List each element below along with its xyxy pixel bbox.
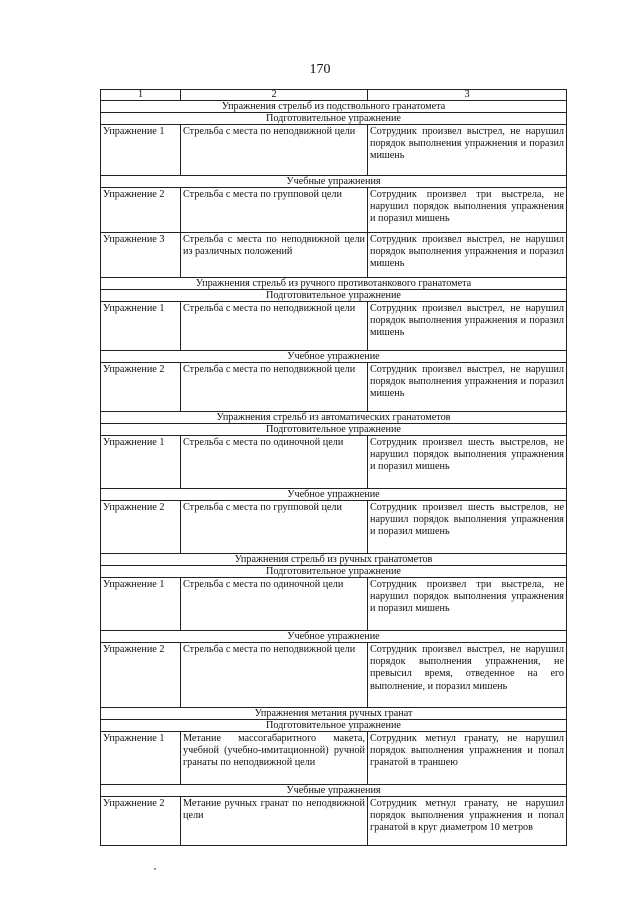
section-title: Учебное упражнение (101, 631, 567, 643)
section-row (101, 101, 567, 113)
section-row (101, 290, 567, 302)
section-title: Подготовительное упражнение (101, 566, 567, 578)
section-title: Подготовительное упражнение (101, 424, 567, 436)
exercise-task: Стрельба с места по групповой цели (181, 188, 368, 233)
section-row (101, 278, 567, 290)
exercise-name: Упражнение 1 (101, 302, 181, 351)
exercise-name: Упражнение 2 (101, 643, 181, 708)
section-title: Подготовительное упражнение (101, 290, 567, 302)
table-row (101, 732, 567, 785)
section-row (101, 631, 567, 643)
table-row (101, 125, 567, 176)
section-row (101, 785, 567, 797)
scan-speck (154, 868, 156, 870)
exercise-task: Метание массогабаритного макета, учебной (учебно-имитационной) ручной гранаты по неподвижной цели (181, 732, 368, 785)
section-row (101, 720, 567, 732)
exercise-name: Упражнение 3 (101, 233, 181, 278)
exercise-task: Стрельба с места по неподвижной цели (181, 363, 368, 412)
exercise-task: Стрельба с места по групповой цели (181, 501, 368, 554)
exercise-criteria: Сотрудник произвел три выстрела, не нарушил порядок выполнения упражнения и поразил мишень (368, 188, 567, 233)
exercise-task: Стрельба с места по неподвижной цели (181, 643, 368, 708)
exercise-task: Метание ручных гранат по неподвижной цели (181, 797, 368, 846)
section-row (101, 412, 567, 424)
table-row (101, 363, 567, 412)
section-title: Учебное упражнение (101, 489, 567, 501)
table-row (101, 436, 567, 489)
table-row (101, 797, 567, 846)
section-title: Упражнения стрельб из ручных гранатометов (101, 554, 567, 566)
section-row (101, 489, 567, 501)
exercises-table (100, 89, 567, 846)
exercise-name: Упражнение 2 (101, 797, 181, 846)
table-row (101, 302, 567, 351)
exercise-task: Стрельба с места по неподвижной цели (181, 302, 368, 351)
exercise-criteria: Сотрудник произвел выстрел, не нарушил порядок выполнения упражнения и поразил мишень (368, 233, 567, 278)
section-title: Учебное упражнение (101, 351, 567, 363)
section-row (101, 708, 567, 720)
table-row (101, 233, 567, 278)
exercise-criteria: Сотрудник произвел шесть выстрелов, не нарушил порядок выполнения упражнения и поразил мишень (368, 436, 567, 489)
section-title: Учебные упражнения (101, 785, 567, 797)
table-row (101, 643, 567, 708)
exercise-name: Упражнение 1 (101, 578, 181, 631)
column-header: 2 (181, 90, 368, 101)
column-header: 3 (368, 90, 567, 101)
column-header: 1 (101, 90, 181, 101)
exercise-task: Стрельба с места по неподвижной цели (181, 125, 368, 176)
exercise-name: Упражнение 1 (101, 125, 181, 176)
section-title: Упражнения стрельб из ручного противотанкового гранатомета (101, 278, 567, 290)
exercise-criteria: Сотрудник метнул гранату, не нарушил порядок выполнения упражнения и попал гранатой в круг диаметром 10 метров (368, 797, 567, 846)
exercise-criteria: Сотрудник метнул гранату, не нарушил порядок выполнения упражнения и попал гранатой в траншею (368, 732, 567, 785)
section-row (101, 554, 567, 566)
exercise-criteria: Сотрудник произвел три выстрела, не нарушил порядок выполнения упражнения и поразил мишень (368, 578, 567, 631)
exercise-criteria: Сотрудник произвел шесть выстрелов, не нарушил порядок выполнения упражнения и поразил мишень (368, 501, 567, 554)
exercise-name: Упражнение 2 (101, 501, 181, 554)
page-number: 170 (309, 62, 331, 77)
exercise-criteria: Сотрудник произвел выстрел, не нарушил порядок выполнения упражнения и поразил мишень (368, 302, 567, 351)
section-row (101, 424, 567, 436)
exercise-task: Стрельба с места по одиночной цели (181, 578, 368, 631)
exercise-name: Упражнение 2 (101, 363, 181, 412)
section-row (101, 351, 567, 363)
table-header-row (101, 90, 567, 101)
exercise-criteria: Сотрудник произвел выстрел, не нарушил порядок выполнения упражнения и поразил мишень (368, 125, 567, 176)
section-row (101, 566, 567, 578)
section-title: Упражнения метания ручных гранат (101, 708, 567, 720)
table-row (101, 501, 567, 554)
exercise-criteria: Сотрудник произвел выстрел, не нарушил порядок выполнения упражнения, не превысил время, отведенное на его выполнение, и поразил мишень (368, 643, 567, 708)
table-row (101, 188, 567, 233)
exercise-name: Упражнение 2 (101, 188, 181, 233)
exercise-criteria: Сотрудник произвел выстрел, не нарушил порядок выполнения упражнения и поразил мишень (368, 363, 567, 412)
section-title: Подготовительное упражнение (101, 720, 567, 732)
section-title: Учебные упражнения (101, 176, 567, 188)
section-title: Упражнения стрельб из подствольного гранатомета (101, 101, 567, 113)
section-title: Подготовительное упражнение (101, 113, 567, 125)
section-title: Упражнения стрельб из автоматических гранатометов (101, 412, 567, 424)
exercise-name: Упражнение 1 (101, 436, 181, 489)
exercise-task: Стрельба с места по одиночной цели (181, 436, 368, 489)
section-row (101, 113, 567, 125)
exercise-task: Стрельба с места по неподвижной цели из различных положений (181, 233, 368, 278)
section-row (101, 176, 567, 188)
exercise-name: Упражнение 1 (101, 732, 181, 785)
table-row (101, 578, 567, 631)
